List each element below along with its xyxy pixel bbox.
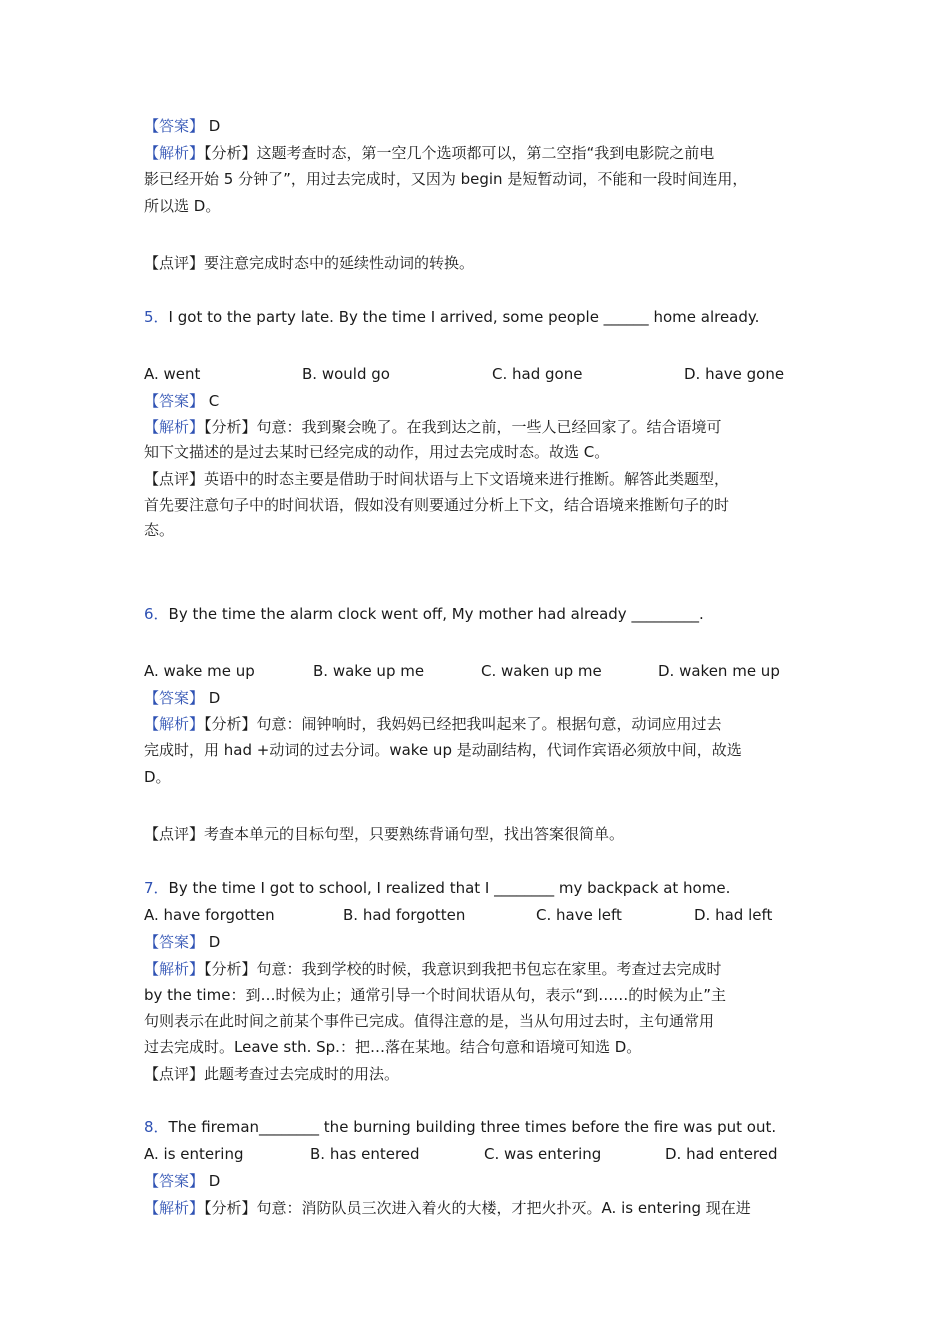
q6-option-c: C. waken up me	[481, 662, 602, 680]
q5-number: 5．	[144, 308, 169, 326]
q8-answer-line	[144, 1170, 220, 1192]
answer-label: 【答案】	[144, 933, 205, 951]
q5-stem: 5．I got to the party late. By the time I arrived, some people ______ home already.	[144, 308, 760, 326]
analysis-label: 【解析】	[144, 144, 205, 162]
fenxi-label: 【分析】	[204, 960, 257, 978]
q6-number: 6．	[144, 605, 169, 623]
q6-analysis-line-1: 【解析】【分析】句意：闹钟响时，我妈妈已经把我叫起来了。根据句意，动词应用过去	[144, 715, 722, 733]
q5-option-a: A. went	[144, 365, 201, 383]
fenxi-label: 【分析】	[204, 144, 257, 162]
answer-label: 【答案】	[144, 392, 205, 410]
q8-analysis-line-1: 【解析】【分析】句意：消防队员三次进入着火的大楼，才把火扑灭。A. is entering 现在进	[144, 1199, 751, 1217]
q5-option-b: B. would go	[302, 365, 390, 383]
q7-number: 7．	[144, 879, 169, 897]
analysis-label: 【解析】	[144, 1199, 205, 1217]
q8-option-a: A. is entering	[144, 1145, 244, 1163]
answer-label: 【答案】	[144, 1172, 205, 1190]
comment-label: 【点评】	[144, 470, 205, 488]
q5-answer-line	[144, 390, 219, 412]
q6-answer: D	[208, 689, 221, 707]
q7-option-d: D. had left	[694, 906, 773, 924]
q6-comment: 【点评】考查本单元的目标句型，只要熟练背诵句型，找出答案很简单。	[144, 825, 625, 843]
q7-option-a: A. have forgotten	[144, 906, 275, 924]
analysis-label: 【解析】	[144, 960, 205, 978]
q5-analysis-line-2: 知下文描述的是过去某时已经完成的动作，用过去完成时态。故选 C。	[144, 443, 610, 461]
q7-answer-line	[144, 931, 220, 953]
q7-comment: 【点评】此题考查过去完成时的用法。	[144, 1065, 400, 1083]
q4-comment: 【点评】要注意完成时态中的延续性动词的转换。	[144, 254, 475, 272]
fenxi-label: 【分析】	[204, 418, 257, 436]
q4-analysis-line-3: 所以选 D。	[144, 197, 221, 215]
q6-stem: 6．By the time the alarm clock went off, My mother had already _________.	[144, 605, 704, 623]
q5-option-c: C. had gone	[492, 365, 583, 383]
q5-comment-line-1: 【点评】英语中的时态主要是借助于时间状语与上下文语境来进行推断。解答此类题型，	[144, 470, 730, 488]
q6-analysis-line-2: 完成时，用 had +动词的过去分词。wake up 是动副结构，代词作宾语必须放中间，故选	[144, 741, 742, 759]
answer-label: 【答案】	[144, 689, 205, 707]
comment-label: 【点评】	[144, 825, 205, 843]
q5-answer: C	[208, 392, 220, 410]
q8-answer: D	[208, 1172, 221, 1190]
q4-analysis-line-2: 影已经开始 5 分钟了”，用过去完成时，又因为 begin 是短暂动词，不能和一段时间连用，	[144, 170, 748, 188]
q4-analysis-line-1: 【解析】【分析】这题考查时态，第一空几个选项都可以，第二空指“我到电影院之前电	[144, 144, 715, 162]
q6-analysis-line-3: D。	[144, 768, 171, 786]
q7-option-c: C. have left	[536, 906, 622, 924]
q7-option-b: B. had forgotten	[343, 906, 466, 924]
q7-analysis-line-1: 【解析】【分析】句意：我到学校的时候，我意识到我把书包忘在家里。考查过去完成时	[144, 960, 722, 978]
q6-option-d: D. waken me up	[658, 662, 780, 680]
fenxi-label: 【分析】	[204, 1199, 257, 1217]
answer-label: 【答案】	[144, 117, 205, 135]
analysis-label: 【解析】	[144, 418, 205, 436]
q8-number: 8．	[144, 1118, 169, 1136]
q5-comment-line-3: 态。	[144, 521, 175, 539]
q6-option-b: B. wake up me	[313, 662, 425, 680]
q6-answer-line	[144, 687, 220, 709]
q5-option-d: D. have gone	[684, 365, 785, 383]
q8-option-c: C. was entering	[484, 1145, 602, 1163]
q4-answer-line	[144, 115, 220, 137]
q7-stem: 7．By the time I got to school, I realized that I ________ my backpack at home.	[144, 879, 731, 897]
q7-answer: D	[208, 933, 221, 951]
comment-label: 【点评】	[144, 1065, 205, 1083]
q5-comment-line-2: 首先要注意句子中的时间状语，假如没有则要通过分析上下文，结合语境来推断句子的时	[144, 496, 730, 514]
comment-label: 【点评】	[144, 254, 205, 272]
q7-analysis-line-4: 过去完成时。Leave sth. Sp.：把…落在某地。结合句意和语境可知选 D。	[144, 1038, 642, 1056]
analysis-label: 【解析】	[144, 715, 205, 733]
fenxi-label: 【分析】	[204, 715, 257, 733]
q8-option-b: B. has entered	[310, 1145, 420, 1163]
q6-option-a: A. wake me up	[144, 662, 255, 680]
q7-analysis-line-3: 句则表示在此时间之前某个事件已完成。值得注意的是，当从句用过去时，主句通常用	[144, 1012, 715, 1030]
q4-answer: D	[208, 117, 221, 135]
q5-analysis-line-1: 【解析】【分析】句意：我到聚会晚了。在我到达之前，一些人已经回家了。结合语境可	[144, 418, 722, 436]
q8-option-d: D. had entered	[665, 1145, 778, 1163]
q8-stem: 8．The fireman________ the burning building three times before the fire was put out.	[144, 1118, 777, 1136]
q7-analysis-line-2: by the time：到…时候为止；通常引导一个时间状语从句，表示“到……的时候为止”主	[144, 986, 726, 1004]
